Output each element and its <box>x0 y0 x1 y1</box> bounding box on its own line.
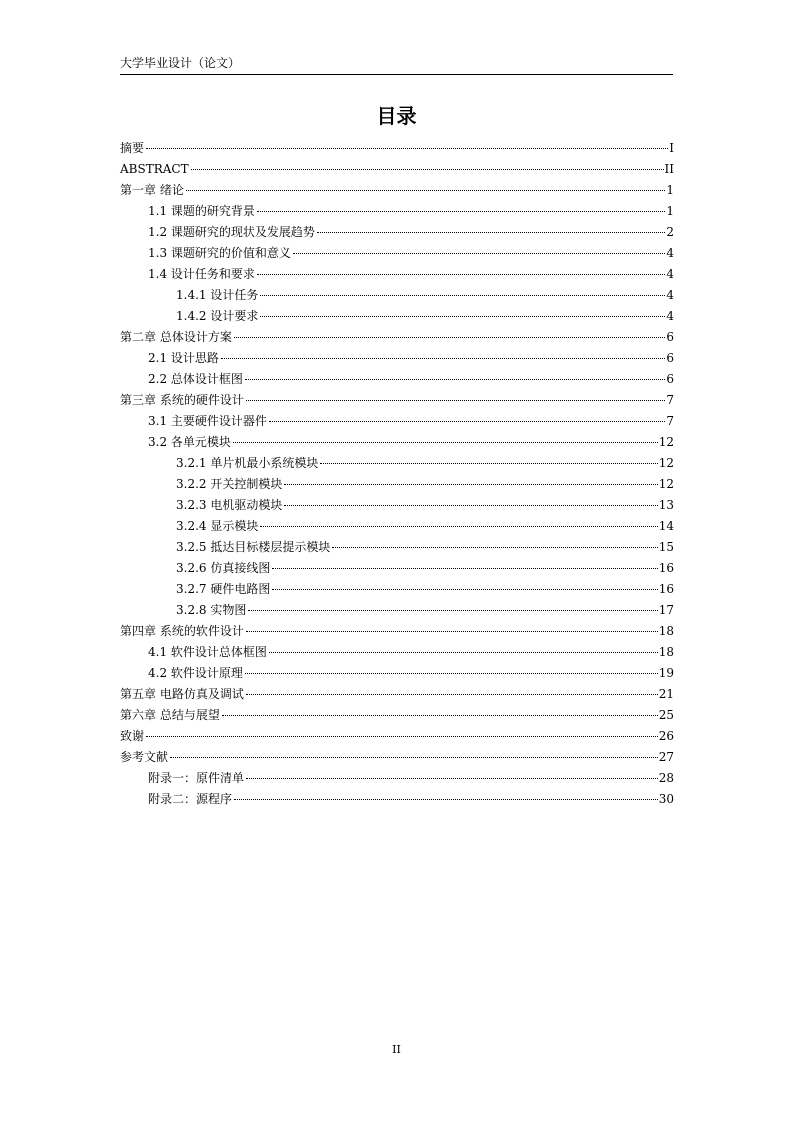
toc-dot-leader <box>248 610 657 611</box>
toc-entry-label: 3.2.8 实物图 <box>176 603 247 617</box>
toc-entry[interactable] <box>120 411 674 432</box>
toc-entry-label: 3.2.1 单片机最小系统模块 <box>176 456 319 470</box>
toc-entry-label: 2.2 总体设计框图 <box>148 372 243 386</box>
toc-dot-leader <box>191 169 664 170</box>
toc-entry[interactable] <box>120 789 674 810</box>
toc-entry[interactable] <box>120 642 674 663</box>
toc-entry[interactable] <box>120 621 674 642</box>
toc-entry-page: 16 <box>658 582 674 596</box>
toc-title: 目录 <box>376 104 417 128</box>
toc-dot-leader <box>146 736 658 737</box>
toc-entry[interactable] <box>120 369 674 390</box>
toc-dot-leader <box>332 547 657 548</box>
toc-entry-label: 致谢 <box>120 729 145 743</box>
toc-dot-leader <box>284 505 657 506</box>
toc-entry-page: 4 <box>666 246 674 260</box>
toc-entry-label: 1.4 设计任务和要求 <box>148 267 255 281</box>
toc-entry-page: 12 <box>658 435 674 449</box>
toc-entry-page: I <box>669 141 674 155</box>
toc-entry-label: 第四章 系统的软件设计 <box>120 624 244 638</box>
toc-dot-leader <box>233 442 658 443</box>
toc-dot-leader <box>260 526 657 527</box>
toc-entry-page: 28 <box>658 771 674 785</box>
toc-entry-page: 4 <box>666 267 674 281</box>
toc-entry[interactable] <box>120 600 674 621</box>
toc-dot-leader <box>257 274 665 275</box>
toc-entry[interactable] <box>120 306 674 327</box>
toc-entry-page: 17 <box>658 603 674 617</box>
toc-entry-page: 16 <box>658 561 674 575</box>
toc-entry-label: 参考文献 <box>120 750 169 764</box>
toc-dot-leader <box>222 715 658 716</box>
toc-entry-label: 3.2.6 仿真接线图 <box>176 561 271 575</box>
toc-entry-page: 19 <box>658 666 674 680</box>
toc-entry-page: 18 <box>658 624 674 638</box>
toc-entry-label: 3.1 主要硬件设计器件 <box>148 414 267 428</box>
toc-entry[interactable] <box>120 726 674 747</box>
toc-entry-label: 第三章 系统的硬件设计 <box>120 393 244 407</box>
toc-entry[interactable] <box>120 180 674 201</box>
toc-entry-label: 3.2.4 显示模块 <box>176 519 259 533</box>
toc-entry[interactable] <box>120 243 674 264</box>
toc-entry-label: 3.2.5 抵达目标楼层提示模块 <box>176 540 331 554</box>
toc-entry-page: 7 <box>666 414 674 428</box>
toc-entry-label: 3.2.3 电机驱动模块 <box>176 498 283 512</box>
toc-entry-label: 第六章 总结与展望 <box>120 708 220 722</box>
toc-dot-leader <box>284 484 657 485</box>
toc-dot-leader <box>272 589 657 590</box>
toc-dot-leader <box>272 568 657 569</box>
page-number: II <box>392 1043 401 1056</box>
toc-entry-label: 4.2 软件设计原理 <box>148 666 243 680</box>
toc-entry-page: 4 <box>666 288 674 302</box>
toc-dot-leader <box>260 295 665 296</box>
toc-entry-page: 6 <box>666 330 674 344</box>
toc-dot-leader <box>246 631 658 632</box>
toc-entry-label: 2.1 设计思路 <box>148 351 219 365</box>
toc-entry-label: 附录二：源程序 <box>148 792 233 806</box>
toc-entry-label: 1.3 课题研究的价值和意义 <box>148 246 291 260</box>
toc-entry-page: 6 <box>666 372 674 386</box>
toc-dot-leader <box>257 211 665 212</box>
toc-entry-label: 1.2 课题研究的现状及发展趋势 <box>148 225 315 239</box>
toc-entry[interactable] <box>120 390 674 411</box>
toc-dot-leader <box>245 673 658 674</box>
toc-dot-leader <box>186 190 666 191</box>
toc-entry-page: II <box>664 162 674 176</box>
toc-entry-page: 14 <box>658 519 674 533</box>
toc-entry-page: 6 <box>666 351 674 365</box>
toc-dot-leader <box>260 316 665 317</box>
toc-entry-page: 25 <box>658 708 674 722</box>
toc-dot-leader <box>320 463 657 464</box>
toc-dot-leader <box>269 421 665 422</box>
toc-entry[interactable] <box>120 537 674 558</box>
toc-entry[interactable] <box>120 663 674 684</box>
toc-entry-page: 27 <box>658 750 674 764</box>
toc-entry-label: 3.2 各单元模块 <box>148 435 231 449</box>
toc-entry[interactable] <box>120 768 674 789</box>
toc-entry[interactable] <box>120 516 674 537</box>
toc-entry[interactable] <box>120 348 674 369</box>
toc-entry-label: 3.2.2 开关控制模块 <box>176 477 283 491</box>
toc-entry[interactable] <box>120 579 674 600</box>
toc-entry-label: 附录一：原件清单 <box>148 771 245 785</box>
toc-entry-page: 18 <box>658 645 674 659</box>
toc-entry[interactable] <box>120 138 674 159</box>
toc-dot-leader <box>245 379 665 380</box>
toc-entry[interactable] <box>120 222 674 243</box>
page-header <box>120 56 673 75</box>
toc-entry[interactable] <box>120 264 674 285</box>
toc-dot-leader <box>146 148 668 149</box>
toc-entry-page: 7 <box>666 393 674 407</box>
toc-entry-label: 3.2.7 硬件电路图 <box>176 582 271 596</box>
toc-entry-page: 15 <box>658 540 674 554</box>
toc-entry-page: 1 <box>666 183 674 197</box>
toc-entry-label: 4.1 软件设计总体框图 <box>148 645 267 659</box>
toc-entry-label: 1.4.1 设计任务 <box>176 288 259 302</box>
toc-entry-label: 第一章 绪论 <box>120 183 184 197</box>
table-of-contents <box>120 138 674 810</box>
toc-entry[interactable] <box>120 201 674 222</box>
toc-dot-leader <box>246 400 666 401</box>
toc-entry[interactable] <box>120 474 674 495</box>
toc-dot-leader <box>170 757 658 758</box>
toc-entry[interactable] <box>120 432 674 453</box>
toc-dot-leader <box>317 232 665 233</box>
toc-entry[interactable] <box>120 285 674 306</box>
toc-entry[interactable] <box>120 747 674 768</box>
toc-entry-label: 1.4.2 设计要求 <box>176 309 259 323</box>
toc-entry-page: 1 <box>666 204 674 218</box>
toc-entry[interactable] <box>120 684 674 705</box>
toc-dot-leader <box>246 694 658 695</box>
toc-entry-page: 12 <box>658 456 674 470</box>
toc-entry-page: 21 <box>658 687 674 701</box>
toc-dot-leader <box>234 337 666 338</box>
toc-entry[interactable] <box>120 453 674 474</box>
toc-dot-leader <box>221 358 665 359</box>
toc-entry-page: 2 <box>666 225 674 239</box>
toc-entry-label: 1.1 课题的研究背景 <box>148 204 255 218</box>
header-text: 大学毕业设计（论文） <box>120 56 241 70</box>
toc-entry-page: 13 <box>658 498 674 512</box>
toc-entry[interactable] <box>120 327 674 348</box>
toc-entry-label: 摘要 <box>120 141 145 155</box>
toc-entry[interactable] <box>120 159 674 180</box>
toc-dot-leader <box>293 253 665 254</box>
toc-entry-label: 第二章 总体设计方案 <box>120 330 232 344</box>
toc-entry[interactable] <box>120 495 674 516</box>
toc-entry-page: 4 <box>666 309 674 323</box>
toc-entry[interactable] <box>120 558 674 579</box>
toc-entry-page: 12 <box>658 477 674 491</box>
toc-entry[interactable] <box>120 705 674 726</box>
toc-entry-label: ABSTRACT <box>120 162 189 176</box>
toc-entry-page: 30 <box>658 792 674 806</box>
toc-dot-leader <box>246 778 658 779</box>
toc-dot-leader <box>269 652 658 653</box>
toc-dot-leader <box>234 799 658 800</box>
toc-entry-label: 第五章 电路仿真及调试 <box>120 687 244 701</box>
toc-entry-page: 26 <box>658 729 674 743</box>
